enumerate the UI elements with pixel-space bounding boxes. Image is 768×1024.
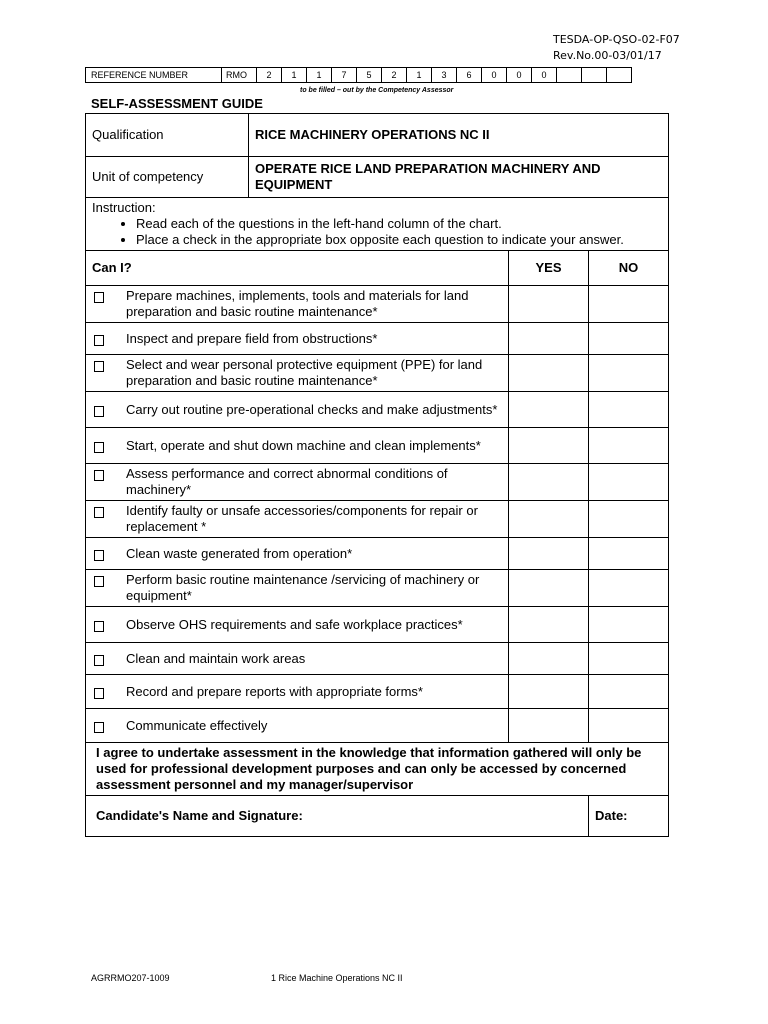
question-cell [86, 392, 509, 428]
checkbox-icon [94, 335, 104, 346]
no-answer-box[interactable] [589, 675, 669, 709]
checkbox-icon [94, 621, 104, 632]
question-row [86, 355, 669, 392]
checkbox-icon [94, 361, 104, 372]
reference-digit-cell: 1 [282, 68, 307, 83]
revision-number: Rev.No.00-03/01/17 [553, 49, 662, 62]
unit-label: Unit of competency [86, 157, 249, 198]
footer-code: AGRRMO207-1009 [91, 973, 170, 983]
no-answer-box[interactable] [589, 607, 669, 643]
yes-answer-box[interactable] [509, 428, 589, 464]
question-row [86, 643, 669, 675]
form-code: TESDA-OP-QSO-02-F07 [553, 33, 680, 46]
no-answer-box[interactable] [589, 392, 669, 428]
can-i-header: Can I? [86, 251, 509, 286]
reference-digit-cell: 1 [407, 68, 432, 83]
yes-answer-box[interactable] [509, 538, 589, 570]
question-cell [86, 286, 509, 323]
question-row [86, 392, 669, 428]
reference-note: to be filled – out by the Competency Assessor [300, 87, 454, 94]
yes-answer-box[interactable] [509, 675, 589, 709]
question-text: Prepare machines, implements, tools and materials for land preparation and basic routine maintenance* [126, 288, 469, 319]
agreement-statement: I agree to undertake assessment in the knowledge that information gathered will only be used for professional development purposes and can only be accessed by concerned assessment personnel and my manager/supervisor [86, 743, 669, 796]
reference-prefix: RMO [222, 68, 257, 83]
question-text: Clean and maintain work areas [126, 650, 306, 666]
question-row [86, 428, 669, 464]
yes-answer-box[interactable] [509, 607, 589, 643]
question-text: Select and wear personal protective equipment (PPE) for land preparation and basic routine maintenance* [126, 357, 483, 388]
checkbox-icon [94, 655, 104, 666]
question-text: Start, operate and shut down machine and clean implements* [126, 437, 481, 453]
no-header: NO [589, 251, 669, 286]
reference-digit-cell [557, 68, 582, 83]
question-text: Observe OHS requirements and safe workplace practices* [126, 616, 463, 632]
reference-digit-cell: 2 [382, 68, 407, 83]
reference-number-label: REFERENCE NUMBER [86, 68, 222, 83]
footer-page-label: 1 Rice Machine Operations NC II [271, 973, 403, 983]
question-cell [86, 501, 509, 538]
checkbox-icon [94, 507, 104, 518]
reference-digit-cell: 2 [257, 68, 282, 83]
question-cell [86, 538, 509, 570]
yes-answer-box[interactable] [509, 709, 589, 743]
question-row [86, 607, 669, 643]
question-cell [86, 675, 509, 709]
question-text: Perform basic routine maintenance /servicing of machinery or equipment* [126, 572, 480, 603]
reference-digit-cell: 0 [507, 68, 532, 83]
question-text: Carry out routine pre-operational checks and make adjustments* [126, 401, 498, 417]
question-row [86, 675, 669, 709]
reference-digit-cell: 3 [432, 68, 457, 83]
question-cell [86, 355, 509, 392]
question-cell [86, 607, 509, 643]
qualification-value: RICE MACHINERY OPERATIONS NC II [249, 114, 669, 157]
yes-answer-box[interactable] [509, 501, 589, 538]
instruction-block [86, 198, 669, 251]
reference-number-table [85, 67, 632, 83]
question-cell [86, 428, 509, 464]
checkbox-icon [94, 292, 104, 303]
yes-answer-box[interactable] [509, 464, 589, 501]
question-text: Inspect and prepare field from obstructions* [126, 330, 378, 346]
question-row [86, 538, 669, 570]
checkbox-icon [94, 688, 104, 699]
yes-answer-box[interactable] [509, 323, 589, 355]
question-row [86, 570, 669, 607]
question-cell [86, 323, 509, 355]
question-cell [86, 643, 509, 675]
checkbox-icon [94, 722, 104, 733]
no-answer-box[interactable] [589, 538, 669, 570]
self-assessment-table [85, 113, 669, 837]
question-cell [86, 709, 509, 743]
question-text: Communicate effectively [126, 717, 268, 733]
no-answer-box[interactable] [589, 464, 669, 501]
yes-answer-box[interactable] [509, 570, 589, 607]
document-code [553, 32, 680, 64]
question-text: Clean waste generated from operation* [126, 545, 353, 561]
yes-header: YES [509, 251, 589, 286]
reference-digit-cell: 7 [332, 68, 357, 83]
yes-answer-box[interactable] [509, 355, 589, 392]
question-text: Record and prepare reports with appropriate forms* [126, 683, 423, 699]
checkbox-icon [94, 470, 104, 481]
reference-digit-cell: 6 [457, 68, 482, 83]
question-row [86, 464, 669, 501]
question-row [86, 709, 669, 743]
question-text: Assess performance and correct abnormal conditions of machinery* [126, 466, 448, 497]
no-answer-box[interactable] [589, 501, 669, 538]
yes-answer-box[interactable] [509, 392, 589, 428]
no-answer-box[interactable] [589, 355, 669, 392]
question-row [86, 286, 669, 323]
yes-answer-box[interactable] [509, 286, 589, 323]
date-field[interactable]: Date: [589, 796, 669, 837]
question-cell [86, 570, 509, 607]
page-title: SELF-ASSESSMENT GUIDE [91, 96, 263, 111]
question-row [86, 323, 669, 355]
checkbox-icon [94, 406, 104, 417]
reference-digit-cell: 0 [482, 68, 507, 83]
no-answer-box[interactable] [589, 428, 669, 464]
question-cell [86, 464, 509, 501]
checkbox-icon [94, 442, 104, 453]
no-answer-box[interactable] [589, 323, 669, 355]
question-row [86, 501, 669, 538]
instruction-label: Instruction: [92, 200, 156, 215]
candidate-signature-field[interactable]: Candidate's Name and Signature: [86, 796, 589, 837]
reference-digit-cell: 1 [307, 68, 332, 83]
instruction-item: • Read each of the questions in the left-hand column of the chart. [136, 216, 662, 232]
no-answer-box[interactable] [589, 643, 669, 675]
reference-digit-cell: 0 [532, 68, 557, 83]
no-answer-box[interactable] [589, 286, 669, 323]
unit-value: OPERATE RICE LAND PREPARATION MACHINERY AND EQUIPMENT [249, 157, 669, 198]
checkbox-icon [94, 550, 104, 561]
reference-digit-cell [582, 68, 607, 83]
qualification-label: Qualification [86, 114, 249, 157]
checkbox-icon [94, 576, 104, 587]
no-answer-box[interactable] [589, 570, 669, 607]
no-answer-box[interactable] [589, 709, 669, 743]
reference-digit-cell [607, 68, 632, 83]
instruction-item: • Place a check in the appropriate box opposite each question to indicate your answer. [136, 232, 662, 248]
yes-answer-box[interactable] [509, 643, 589, 675]
reference-digit-cell: 5 [357, 68, 382, 83]
question-text: Identify faulty or unsafe accessories/components for repair or replacement * [126, 503, 478, 534]
